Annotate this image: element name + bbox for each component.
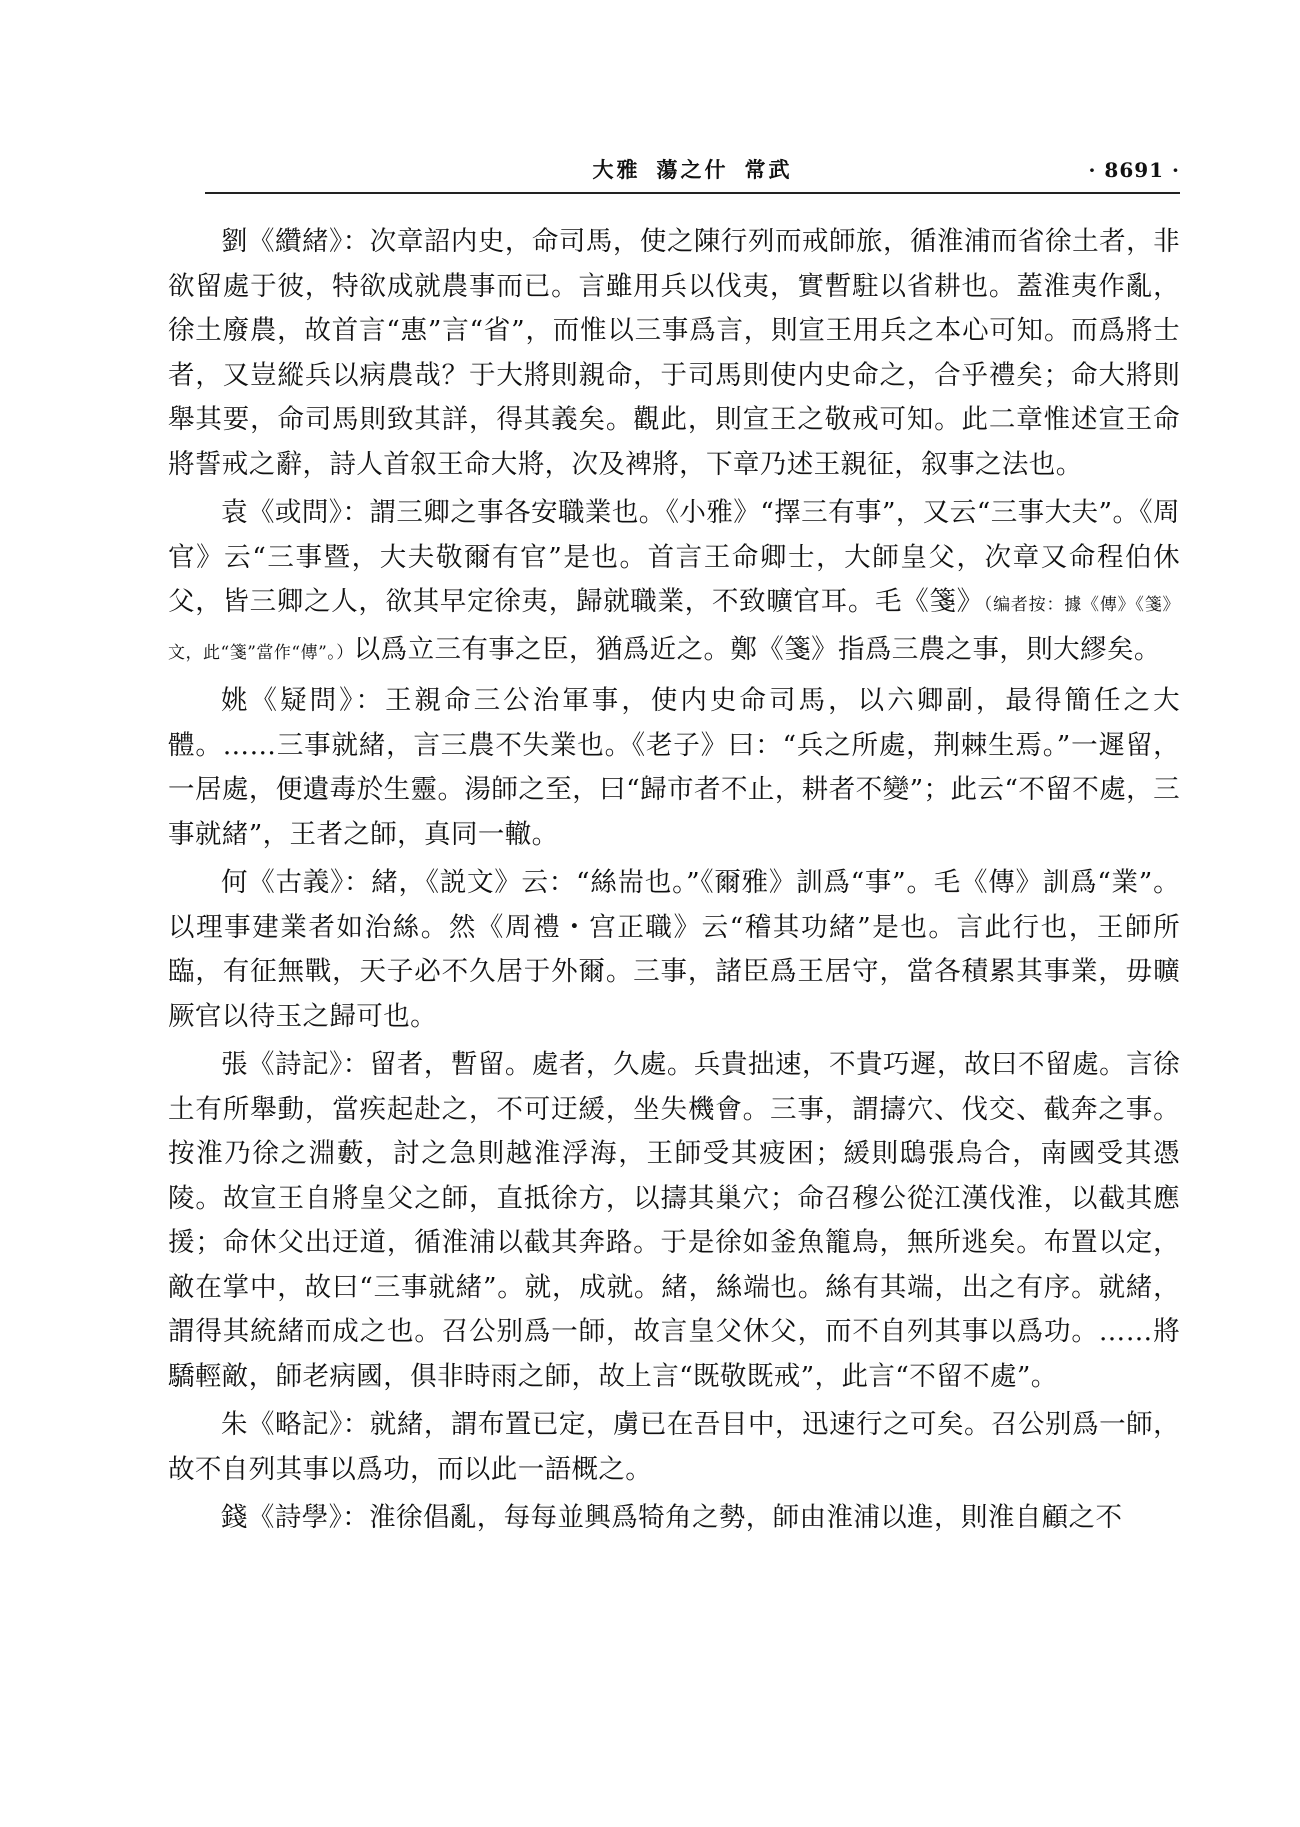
- paragraph-zhu: 朱《略記》：就緒，謂布置已定，虜已在吾目中，迅速行之可矣。召公别爲一師，故不自列其事以爲功，而以此一語概之。: [168, 1409, 1180, 1485]
- header-ode: 常武: [744, 157, 793, 182]
- paragraph-qian: 錢《詩學》：淮徐倡亂，每每並興爲犄角之勢，師由淮浦以進，則淮自顧之不: [221, 1502, 1123, 1533]
- commentary-body: [168, 220, 1180, 1545]
- paragraph-zhang: 張《詩記》：留者，暫留。處者，久處。兵貴拙速，不貴巧遲，故曰不留處。言徐土有所舉動，當疾起赴之，不可迂緩，坐失機會。三事，謂擣穴、伐交、截奔之事。按淮乃徐之淵藪，討之急則越淮浮海，王師受其疲困；緩則鴟張烏合，南國受其憑陵。故宣王自將皇父之師，直抵徐方，以擣其巢穴；命召穆公從江漢伐淮，以截其應援；命休父出迂道，循淮浦以截其奔路。于是徐如釜魚籠鳥，無所逃矣。布置以定，敵在掌中，故曰“三事就緒”。就，成就。緒，絲端也。絲有其端，出之有序。就緒，謂得其統緒而成之也。召公别爲一師，故言皇父休父，而不自列其事以爲功。……將驕輕敵，師老病國，俱非時雨之師，故上言“既敬既戒”，此言“不留不處”。: [168, 1049, 1180, 1392]
- header-title: [205, 158, 1180, 182]
- paragraph-yuan-text-b: 以爲立三有事之臣，猶爲近之。鄭《箋》指爲三農之事，則大繆矣。: [353, 633, 1161, 665]
- running-header: [205, 150, 1180, 194]
- editor-note: （编者按：據《傳》《箋》文，此“箋”當作“傳”。）: [168, 595, 1181, 663]
- header-section: 大雅: [592, 157, 641, 182]
- paragraph-he: 何《古義》：緒，《説文》云：“絲耑也。”《爾雅》訓爲“事”。毛《傳》訓爲“業”。以理事建業者如治絲。然《周禮・宫正職》云“稽其功緒”是也。言此行也，王師所臨，有征無戰，天子必不久居于外爾。三事，諸臣爲王居守，當各積累其事業，毋曠厥官以待玉之歸可也。: [168, 867, 1180, 1032]
- paragraph-yuan: [168, 491, 1180, 675]
- paragraph-yuan-text-a: 袁《或問》：謂三卿之事各安職業也。《小雅》“擇三有事”，又云“三事大夫”。《周官》云“三事暨，大夫敬爾有官”是也。首言王命卿士，大師皇父，次章又命程伯休父，皆三卿之人，欲其早定徐夷，歸就職業，不致曠官耳。毛《箋》: [168, 497, 1180, 617]
- paragraph-liu: 劉《纘緒》：次章詔内史，命司馬，使之陳行列而戒師旅，循淮浦而省徐土者，非欲留處于彼，特欲成就農事而已。言雖用兵以伐夷，實暫駐以省耕也。蓋淮夷作亂，徐土廢農，故首言“惠”言“省”，而惟以三事爲言，則宣王用兵之本心可知。而爲將士者，又豈縱兵以病農哉？于大將則親命，于司馬則使内史命之，合乎禮矣；命大將則舉其要，命司馬則致其詳，得其義矣。觀此，則宣王之敬戒可知。此二章惟述宣王命將誓戒之辭，詩人首叙王命大將，次及裨將，下章乃述王親征，叙事之法也。: [168, 226, 1180, 480]
- paragraph-yao: 姚《疑問》：王親命三公治軍事，使内史命司馬，以六卿副，最得簡任之大體。……三事就緒，言三農不失業也。《老子》曰：“兵之所處，荆棘生焉。”一遲留，一居處，便遺毒於生靈。湯師之至，曰“歸市者不止，耕者不變”；此云“不留不處，三事就緒”，王者之師，真同一轍。: [168, 685, 1180, 850]
- header-subsection: 蕩之什: [656, 157, 729, 182]
- page-number: · 8691 ·: [1088, 158, 1180, 182]
